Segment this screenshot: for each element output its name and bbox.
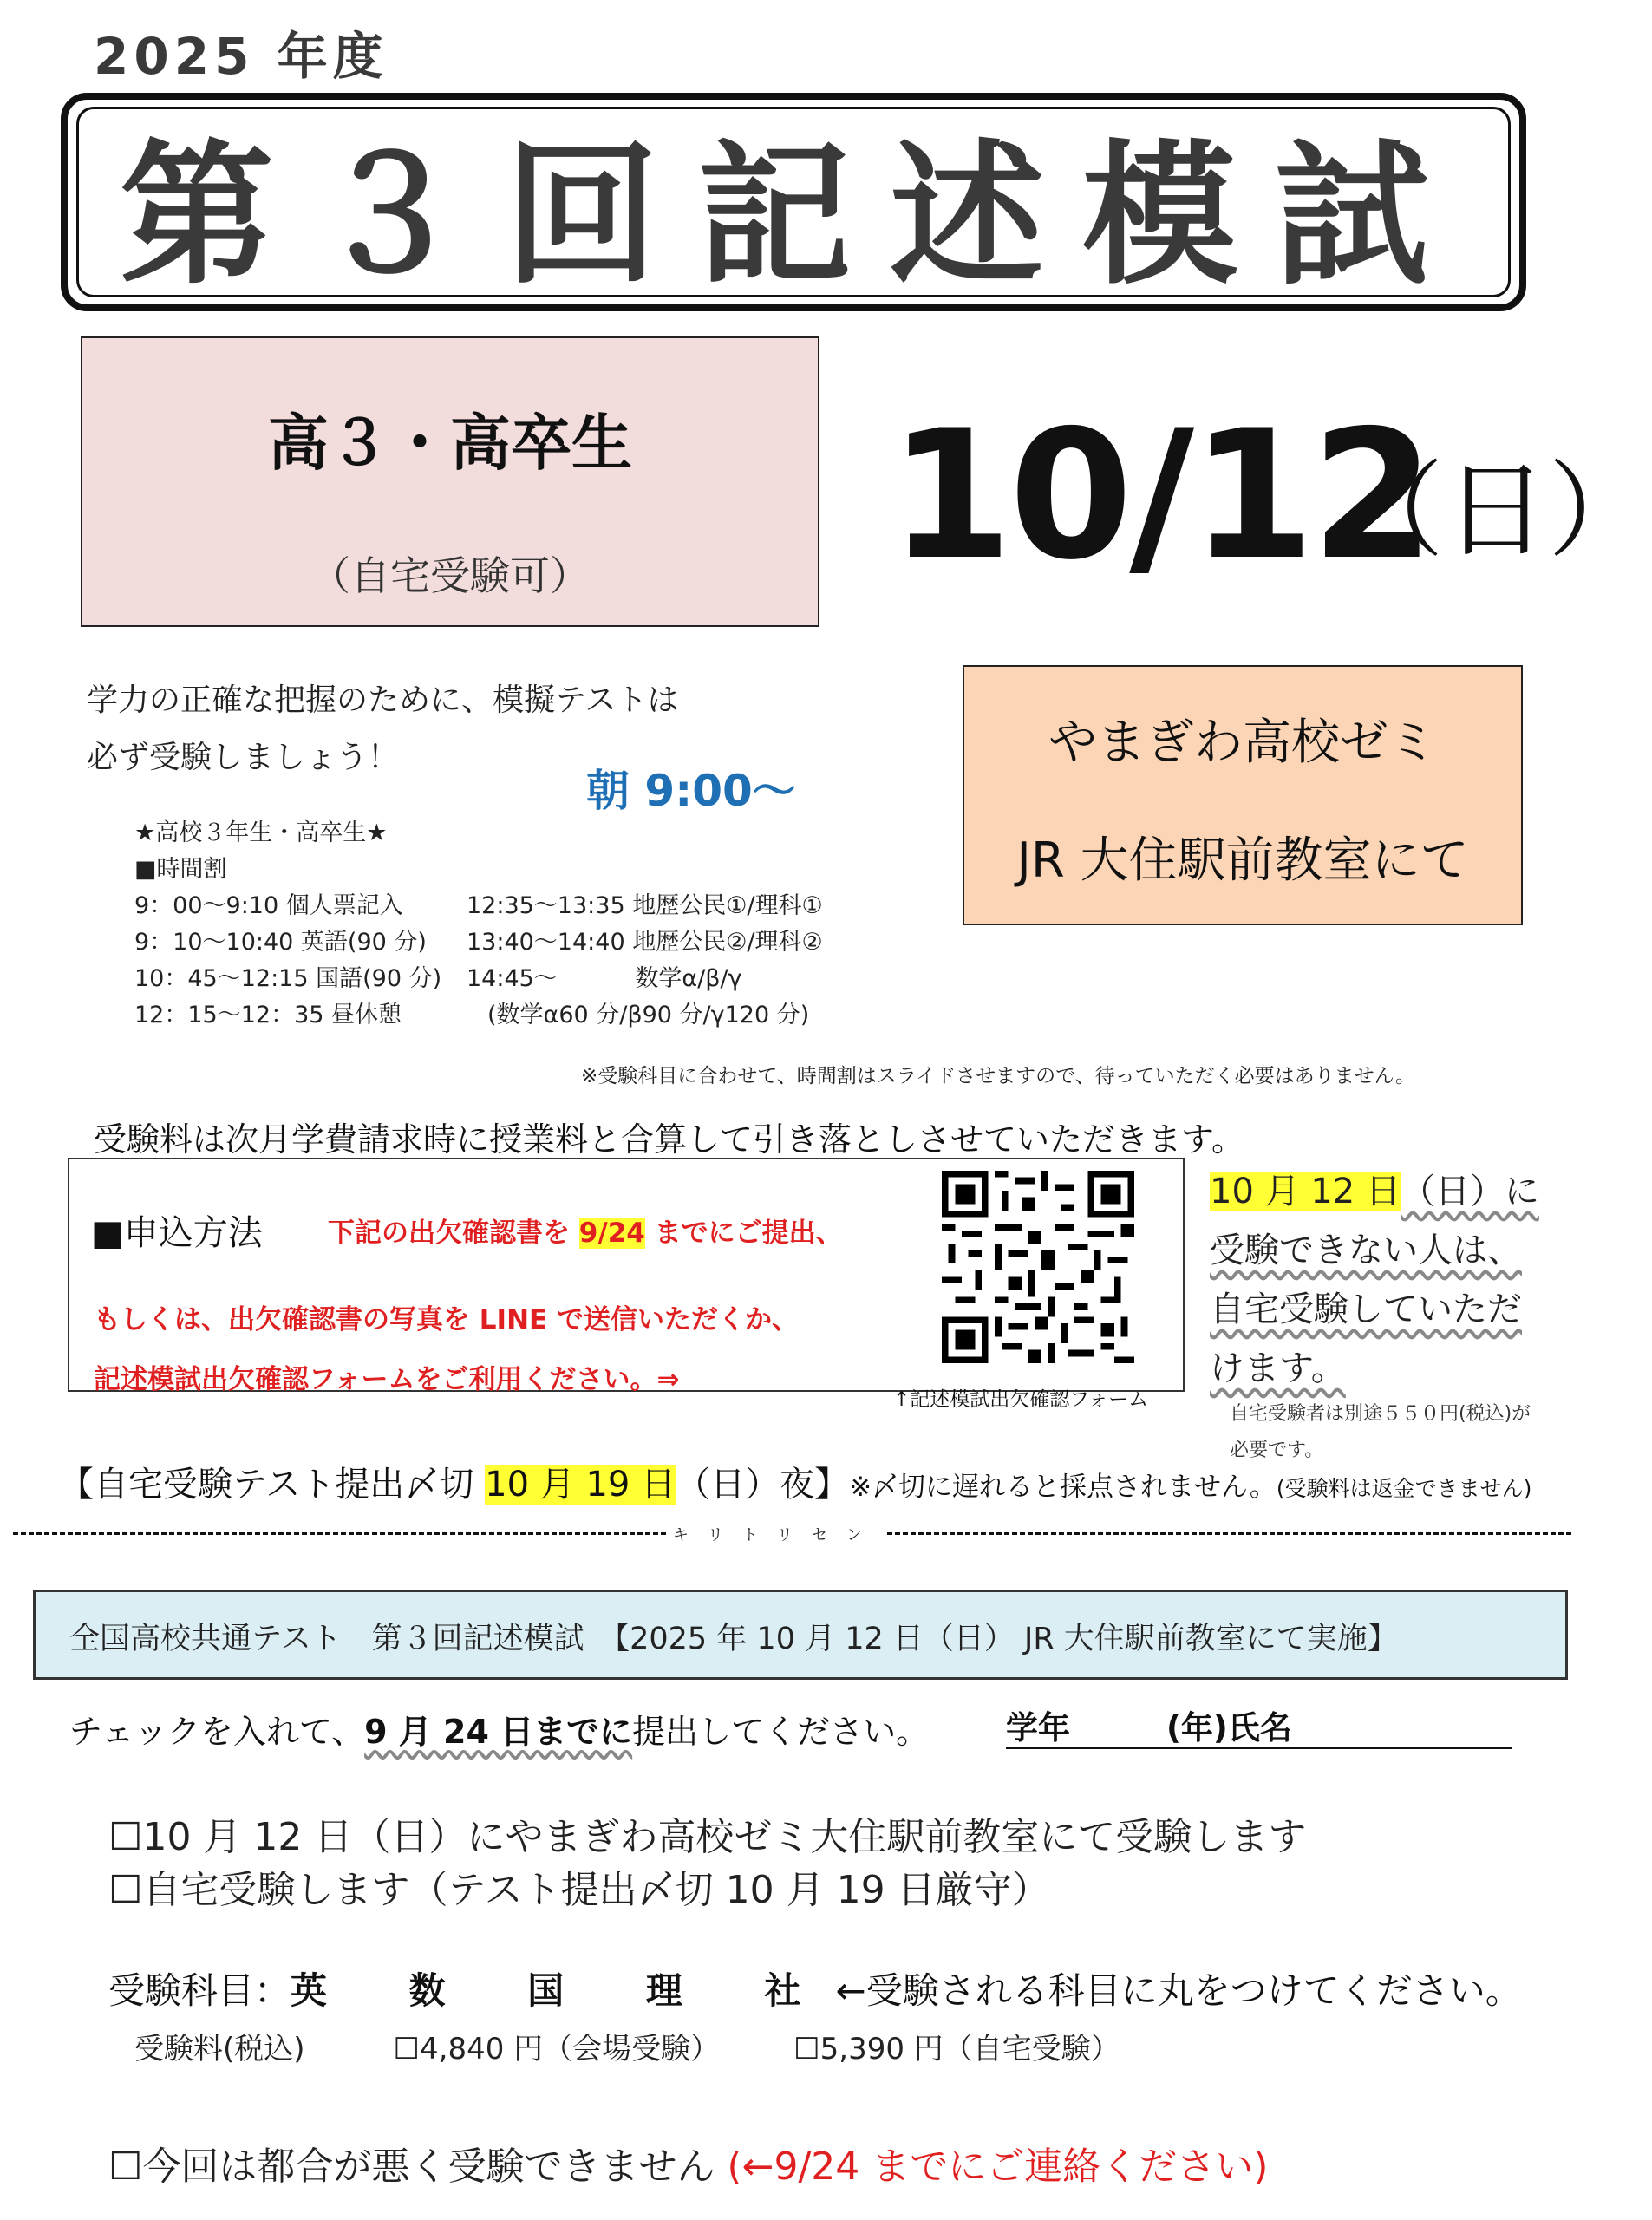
- form-instruction-text: 提出してください。: [632, 1713, 930, 1751]
- deadline-note: ※〆切に遅れると採点されません。: [849, 1472, 1277, 1503]
- form-header: 全国高校共通テスト 第３回記述模試 【2025 年 10 月 12 日（日） JR 大住駅前教室にて実施】: [69, 1622, 1398, 1656]
- side-line-2: 受験できない人は、: [1210, 1231, 1522, 1270]
- schedule-row: 10：45～12:15 国語(90 分): [134, 965, 442, 992]
- schedule-row: 12:35～13:35 地歴公民①/理科①: [467, 892, 823, 919]
- side-text: （日）に: [1400, 1172, 1539, 1211]
- side-note-1: 自宅受験者は別途５５０円(税込)が: [1230, 1403, 1531, 1425]
- side-date-highlight: 10 月 12 日: [1210, 1172, 1401, 1211]
- apply-instruction-1: [328, 1211, 843, 1250]
- name-field[interactable]: 学年 (年)氏名: [1006, 1701, 1512, 1749]
- schedule-title: ★高校３年生・高卒生★: [134, 819, 388, 846]
- deadline-text: 【自宅受験テスト提出〆切: [59, 1465, 474, 1505]
- apply-deadline-highlight: 9/24: [578, 1218, 645, 1249]
- schedule-note: ※受験科目に合わせて、時間割はスライドさせますので、待っていただく必要はありません。: [581, 1065, 1416, 1087]
- apply-text: までにご提出、: [654, 1218, 843, 1249]
- schedule-row: (数学α60 分/β90 分/γ120 分): [487, 1002, 810, 1028]
- intro-line-2: 必ず受験しましょう！: [87, 740, 400, 775]
- exam-date: 10/12: [889, 393, 1432, 599]
- fee-note: 受験料は次月学費請求時に授業料と合算して引き落としさせていただきます。: [94, 1120, 1244, 1159]
- deadline-text: （日）夜】: [676, 1465, 850, 1505]
- schedule-row: 14:45～ 数学α/β/γ: [467, 965, 742, 992]
- apply-text: 下記の出欠確認書を: [328, 1218, 570, 1249]
- apply-instruction-2: もしくは、出欠確認書の写真を LINE で送信いただくか、: [94, 1304, 799, 1335]
- start-time: 朝 9:00～: [586, 766, 796, 816]
- subjects-list[interactable]: 英 数 国 理 社: [291, 1969, 836, 2012]
- year-label: 2025 年度: [94, 27, 389, 86]
- price-home-option[interactable]: ☐5,390 円（自宅受験）: [793, 2032, 1120, 2067]
- price-row: [134, 2025, 1120, 2067]
- venue-line-1: やまぎわ高校ゼミ: [1048, 715, 1437, 771]
- home-exam-deadline: [59, 1457, 1531, 1506]
- option-absent[interactable]: [108, 2135, 1268, 2191]
- deadline-date-highlight: 10 月 19 日: [485, 1465, 676, 1505]
- schedule-row: 13:40～14:40 地歴公民②/理科②: [467, 929, 823, 956]
- subjects-label: 受験科目：: [108, 1969, 291, 2012]
- home-exam-info: [1210, 1162, 1539, 1398]
- apply-instruction-3: 記述模試出欠確認フォームをご利用ください。⇒: [94, 1364, 680, 1395]
- option-absent-note: (←9/24 までにご連絡ください): [727, 2145, 1269, 2189]
- qr-code[interactable]: [942, 1171, 1134, 1363]
- form-instruction: [69, 1705, 929, 1753]
- subjects-note: ←受験される科目に丸をつけてください。: [835, 1969, 1522, 2012]
- schedule-subtitle: ■時間割: [134, 856, 227, 883]
- side-line-4: けます。: [1210, 1348, 1346, 1388]
- grade-subtitle: （自宅受験可）: [310, 552, 590, 599]
- option-attend-venue[interactable]: ☐10 月 12 日（日）にやまぎわ高校ゼミ大住駅前教室にて受験します: [108, 1815, 1307, 1859]
- page-title: 第３回記述模試: [120, 126, 1467, 305]
- intro-line-1: 学力の正確な把握のために、模擬テストは: [87, 682, 679, 718]
- option-absent-label: ☐今回は都合が悪く受験できません: [108, 2145, 715, 2189]
- schedule-row: 9：10～10:40 英語(90 分): [134, 929, 427, 956]
- schedule-heading: [134, 815, 387, 888]
- cut-line-label: キリトリセン: [668, 1523, 886, 1545]
- qr-caption: ↑記述模試出欠確認フォーム: [893, 1388, 1149, 1411]
- side-line-1: [1210, 1162, 1539, 1221]
- schedule-row: 12：15～12：35 昼休憩: [134, 1002, 402, 1028]
- side-note-2: 必要です。: [1230, 1440, 1324, 1461]
- form-instruction-text: チェックを入れて、: [69, 1713, 365, 1751]
- price-label: 受験料(税込): [134, 2032, 305, 2067]
- option-home-exam[interactable]: ☐自宅受験します（テスト提出〆切 10 月 19 日厳守）: [108, 1868, 1050, 1912]
- side-line-3: 自宅受験していただ: [1210, 1290, 1522, 1329]
- exam-day-of-week: （日）: [1340, 451, 1652, 571]
- grade-title: 高３・高卒生: [268, 408, 632, 479]
- form-deadline: 9 月 24 日までに: [364, 1713, 633, 1751]
- subjects-row: [108, 1962, 1522, 2014]
- deadline-refund-note: (受験料は返金できません): [1276, 1476, 1532, 1501]
- venue-line-2: JR 大住駅前教室にて: [1016, 832, 1469, 889]
- price-venue-option[interactable]: ☐4,840 円（会場受験）: [393, 2032, 706, 2067]
- schedule-row: 9：00～9:10 個人票記入: [134, 892, 403, 919]
- apply-label: ■申込方法: [91, 1213, 263, 1253]
